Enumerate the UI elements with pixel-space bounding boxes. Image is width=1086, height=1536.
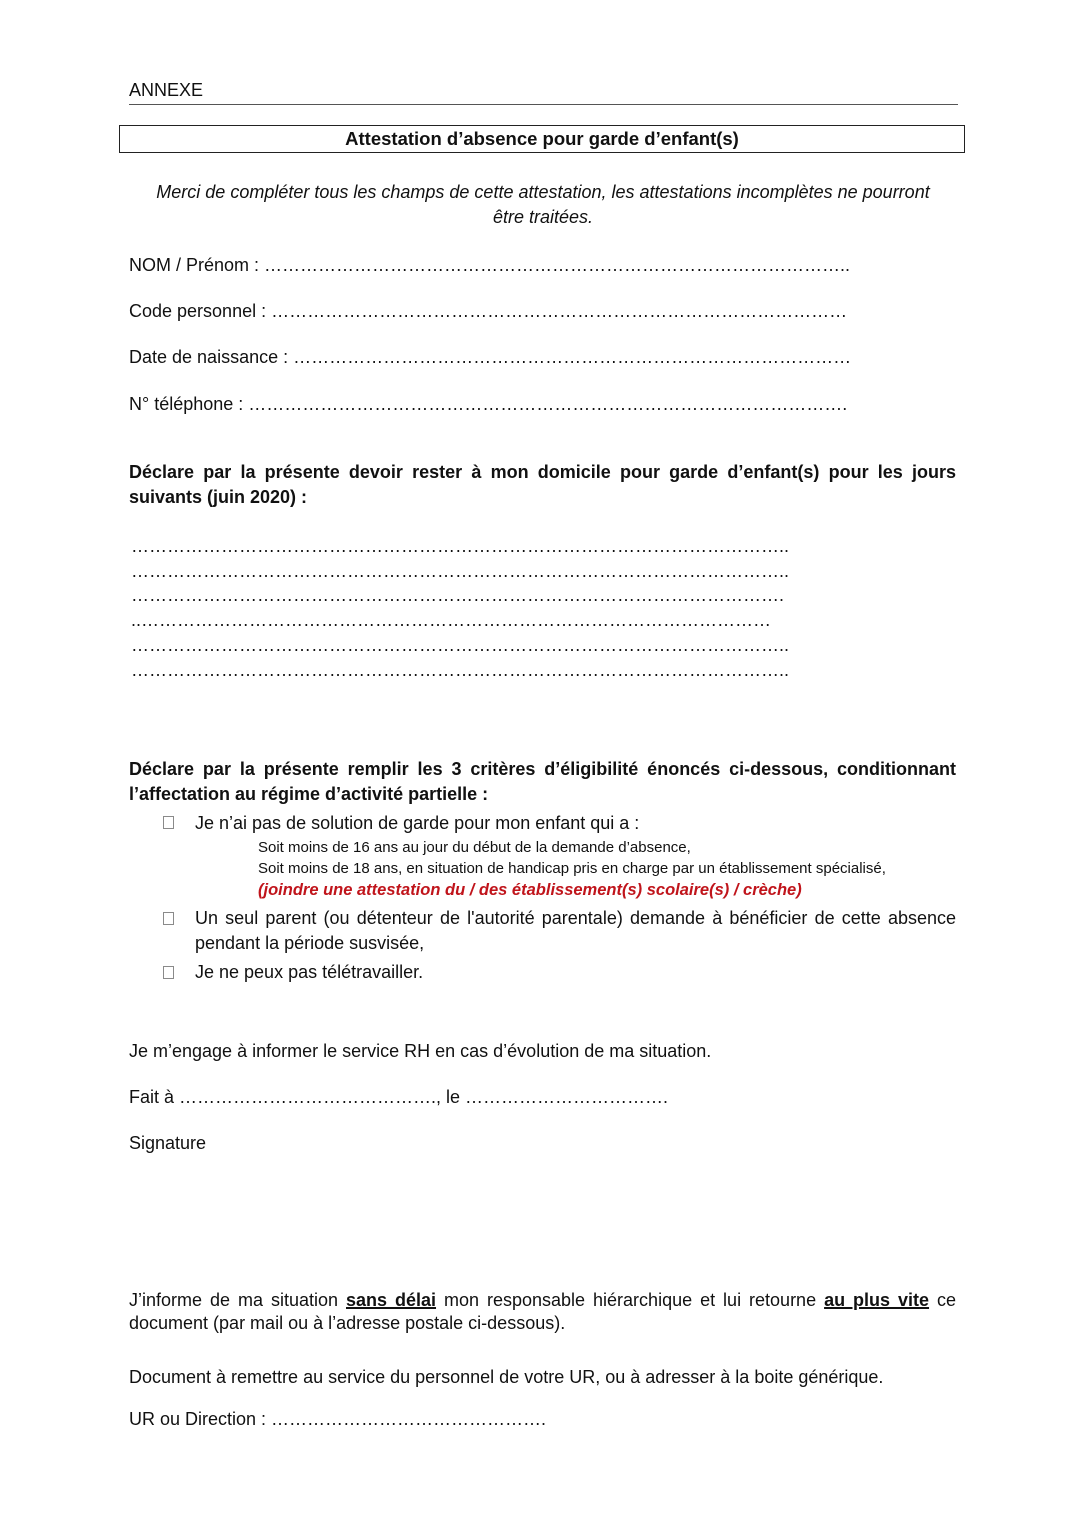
inform-paragraph: J’informe de ma situation sans délai mon responsable hiérarchique et lui retourne au plus vite ce document (par mail ou à l’adresse postale ci-dessous). bbox=[129, 1290, 957, 1333]
days-line-3[interactable]: ………………………………………………………………………………………………. bbox=[131, 585, 785, 605]
emphasis-au-plus-vite: au plus vite bbox=[824, 1290, 930, 1310]
days-line-4[interactable]: ..…………………………………………………………………………………………… bbox=[131, 610, 772, 630]
signature-label: Signature bbox=[129, 1133, 207, 1153]
declaration-criteria: Déclare par la présente remplir les 3 critères d’éligibilité énoncés ci-dessous, conditionnant l’affectation au régime d’activité partielle : bbox=[129, 759, 956, 804]
ur-direction-field[interactable]: UR ou Direction : ………………………………………. bbox=[129, 1409, 547, 1429]
criterion-2-text: Un seul parent (ou détenteur de l'autorité parentale) demande à bénéficier de cette absence pendant la période susvisée, bbox=[195, 908, 956, 953]
days-line-6[interactable]: ……………………………………………………………………………………………….. bbox=[131, 660, 790, 680]
emphasis-sans-delai: sans délai bbox=[346, 1290, 437, 1310]
criterion-3-checkbox[interactable] bbox=[163, 966, 174, 979]
criterion-1-note: (joindre une attestation du / des établissement(s) scolaire(s) / crèche) bbox=[258, 881, 802, 899]
remit-text: Document à remettre au service du personnel de votre UR, ou à adresser à la boite générique. bbox=[129, 1367, 884, 1387]
annexe-label: ANNEXE bbox=[129, 80, 204, 100]
days-line-1[interactable]: ……………………………………………………………………………………………….. bbox=[131, 536, 790, 556]
criterion-1-sub-2: Soit moins de 18 ans, en situation de handicap pris en charge par un établissement spécialisé, bbox=[258, 860, 886, 877]
place-date-field[interactable]: Fait à ……………………………………., le ……………………………. bbox=[129, 1087, 669, 1107]
days-line-2[interactable]: ……………………………………………………………………………………………….. bbox=[131, 561, 790, 581]
code-field[interactable]: Code personnel : …………………………………………………………………………………… bbox=[129, 301, 848, 321]
criterion-1-checkbox[interactable] bbox=[163, 816, 174, 829]
engagement-text: Je m’engage à informer le service RH en cas d’évolution de ma situation. bbox=[129, 1041, 712, 1061]
document-title: Attestation d’absence pour garde d’enfant(s) bbox=[119, 125, 965, 153]
header-divider bbox=[129, 104, 958, 105]
criterion-3-text: Je ne peux pas télétravailler. bbox=[195, 962, 424, 982]
phone-field[interactable]: N° téléphone : ………………………………………………………………………………………. bbox=[129, 394, 848, 414]
criterion-2-checkbox[interactable] bbox=[163, 912, 174, 925]
criterion-1-text: Je n’ai pas de solution de garde pour mon enfant qui a : bbox=[195, 813, 640, 833]
birthdate-field[interactable]: Date de naissance : ………………………………………………………………………………… bbox=[129, 347, 852, 367]
criterion-1-sub-1: Soit moins de 16 ans au jour du début de la demande d’absence, bbox=[258, 839, 691, 856]
declaration-days: Déclare par la présente devoir rester à mon domicile pour garde d’enfant(s) pour les jours suivants (juin 2020) : bbox=[129, 462, 956, 507]
name-field[interactable]: NOM / Prénom : …………………………………………………………………………………….. bbox=[129, 255, 851, 275]
days-line-5[interactable]: ……………………………………………………………………………………………….. bbox=[131, 635, 790, 655]
intro-text: Merci de compléter tous les champs de cette attestation, les attestations incomplètes ne pourront être traitées. bbox=[156, 182, 930, 227]
